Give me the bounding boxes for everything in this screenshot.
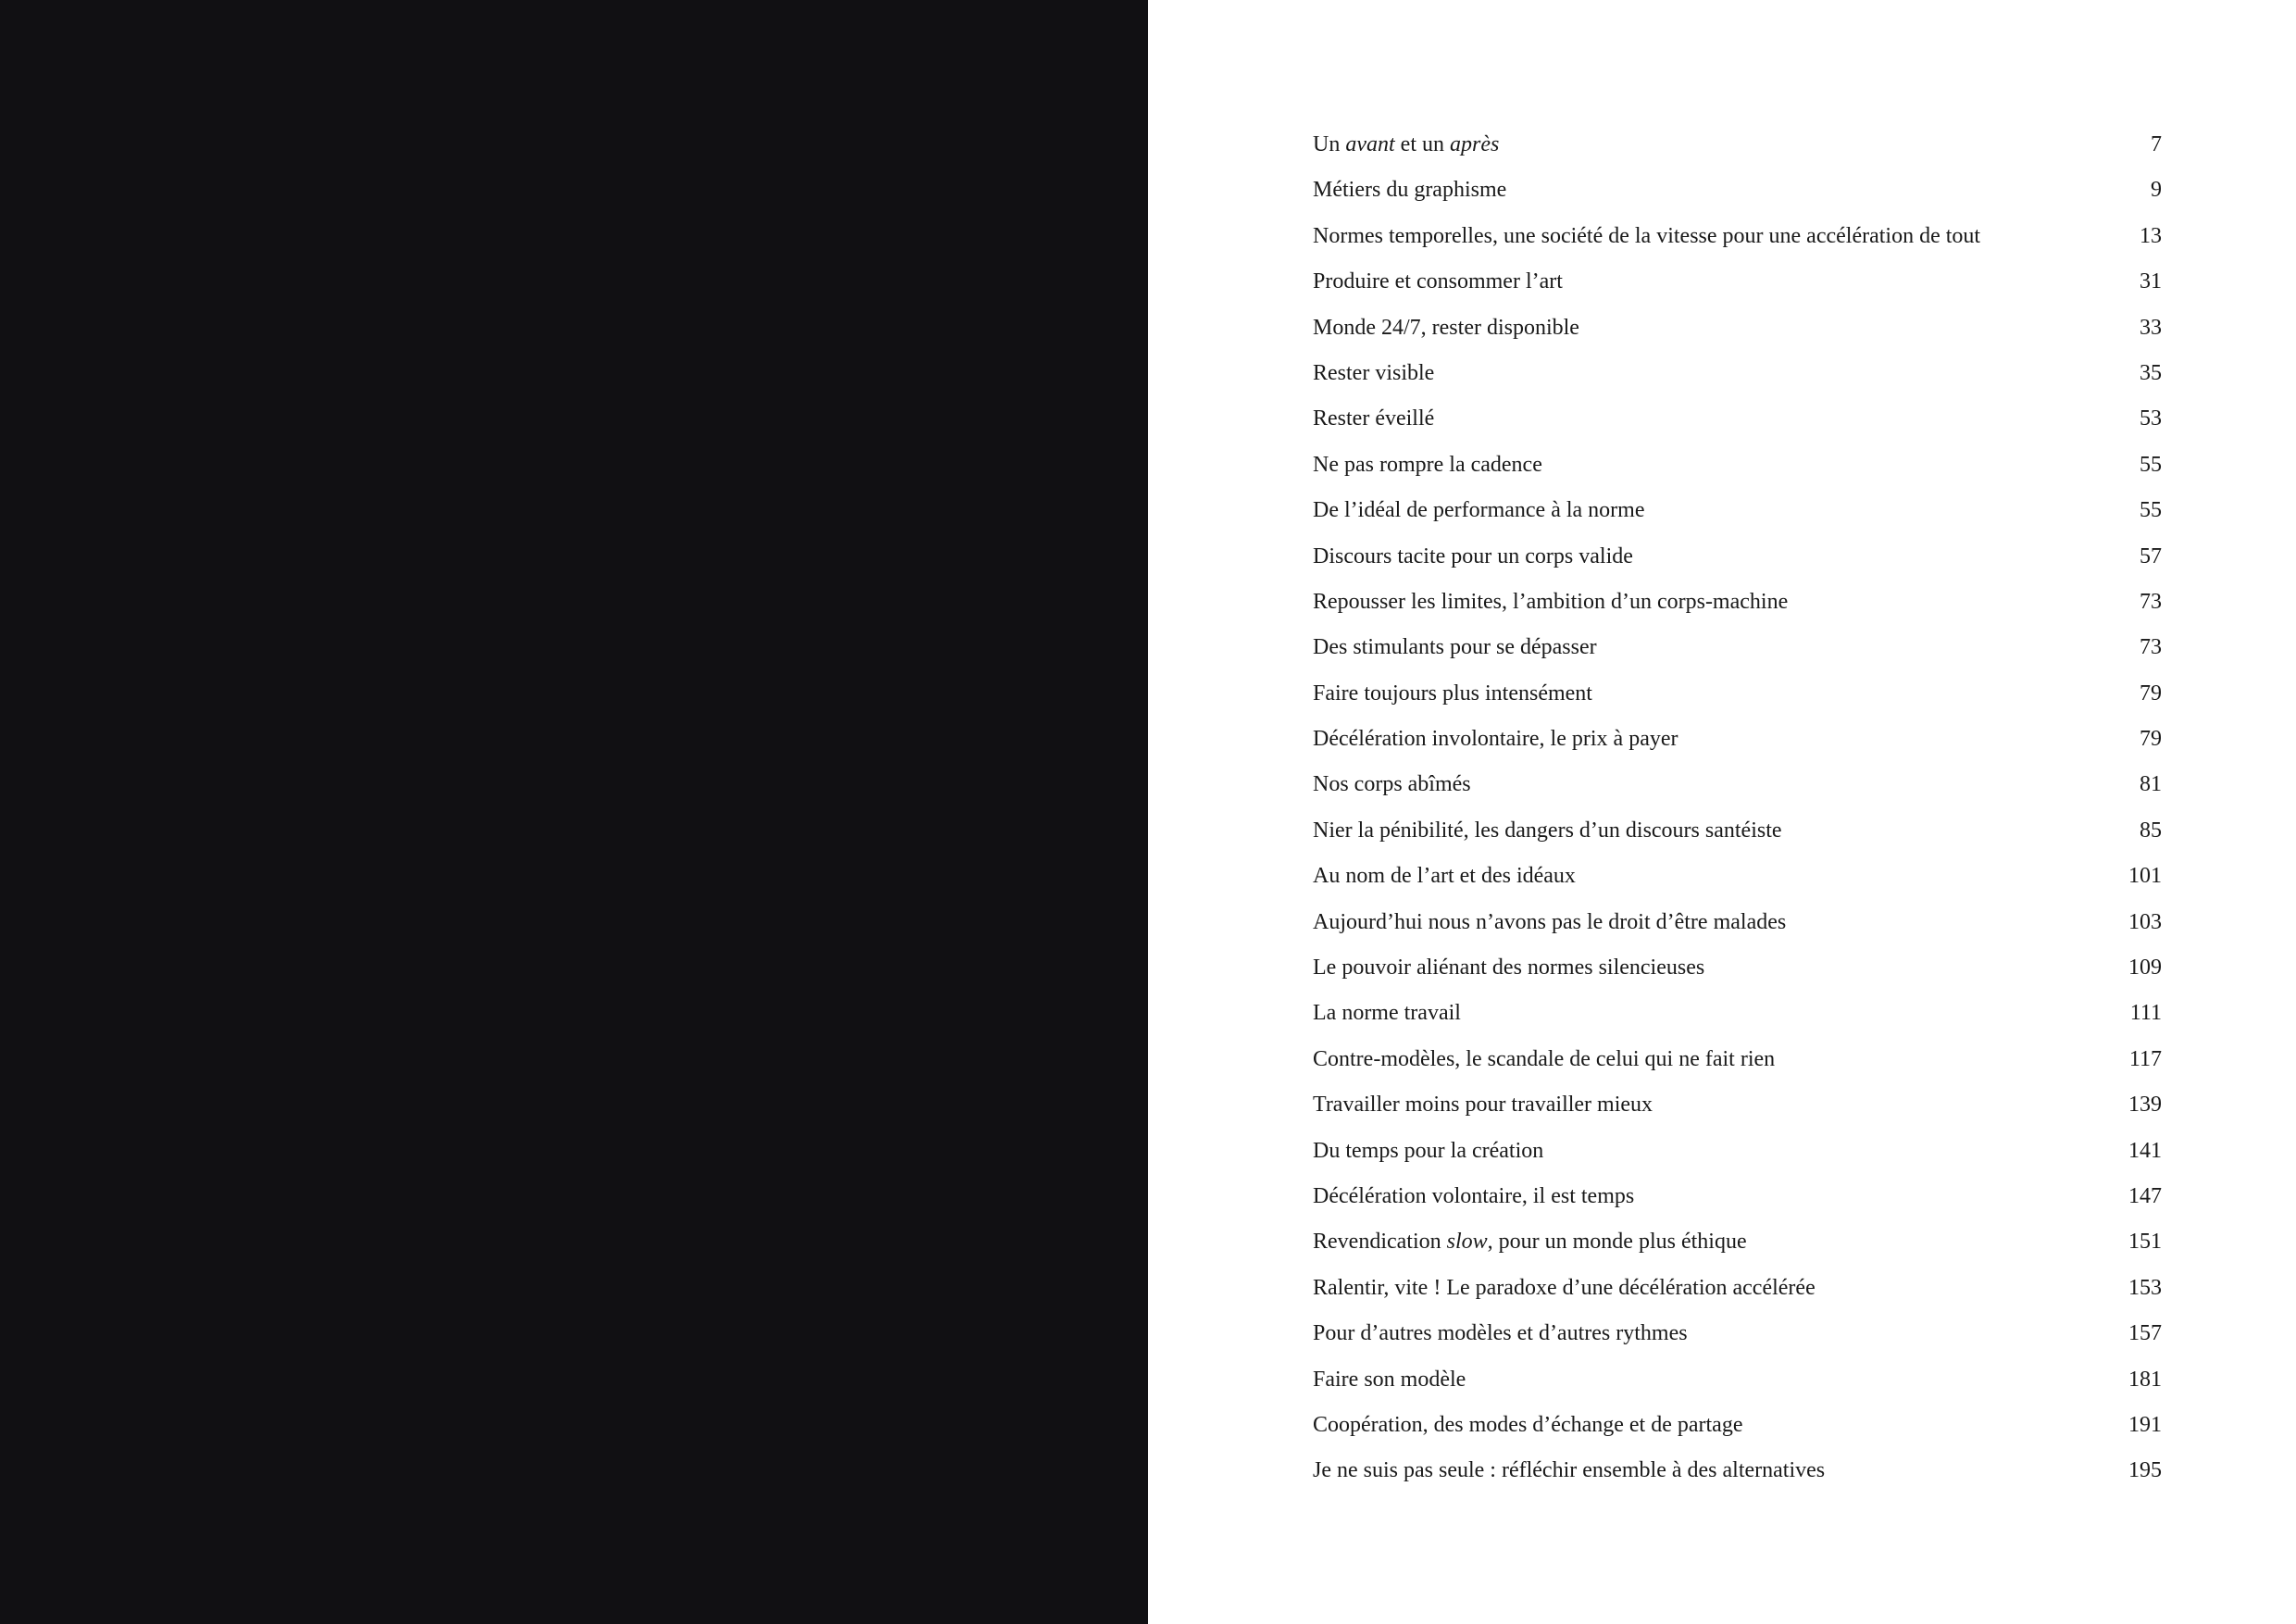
toc-entry-page-number: 111 [2129,1001,2162,1026]
toc-entry [1313,679,2162,724]
toc-entry [1313,769,2162,815]
toc-entry-title [1313,221,1980,251]
toc-entry-title [1313,1410,1742,1440]
toc-entry-page-number: 7 [2151,132,2162,156]
toc-title-segment: Un [1313,132,1346,156]
toc-entry [1313,724,2162,769]
toc-entry-page-number: 151 [2128,1230,2162,1255]
toc-entry [1313,861,2162,906]
toc-title-segment: Repousser les limites, l’ambition d’un corps-machine [1313,589,1789,614]
toc-entry [1313,1318,2162,1364]
toc-entry-page-number: 9 [2151,178,2162,203]
toc-entry-title [1313,1044,1775,1074]
toc-title-italic-segment: avant [1345,132,1395,156]
toc-entry-page-number: 55 [2140,498,2162,523]
toc-title-segment: Au nom de l’art et des idéaux [1313,864,1576,889]
toc-title-segment: Revendication [1313,1230,1447,1255]
toc-title-segment: La norme travail [1313,1001,1461,1026]
toc-entry-title [1313,267,1563,296]
toc-title-segment: Contre-modèles, le scandale de celui qui ne fait rien [1313,1046,1776,1071]
toc-entry-title [1313,587,1788,617]
toc-entry-page-number: 181 [2128,1367,2162,1392]
toc-title-segment: Coopération, des modes d’échange et de partage [1313,1412,1743,1437]
toc-entry [1313,450,2162,495]
toc-title-segment: Nier la pénibilité, les dangers d’un discours santéiste [1313,818,1782,843]
toc-entry-page-number: 53 [2140,406,2162,431]
toc-entry-page-number: 191 [2128,1412,2162,1437]
toc-entry-page-number: 153 [2128,1275,2162,1300]
toc-entry [1313,587,2162,632]
toc-entry [1313,1365,2162,1410]
toc-title-segment: Décélération volontaire, il est temps [1313,1183,1635,1208]
toc-entry-page-number: 157 [2128,1321,2162,1346]
toc-entry-page-number: 55 [2140,452,2162,477]
toc-title-segment: Pour d’autres modèles et d’autres rythmes [1313,1321,1688,1346]
toc-entry-page-number: 139 [2128,1093,2162,1118]
toc-title-segment: De l’idéal de performance à la norme [1313,498,1645,523]
toc-title-segment: Rester visible [1313,360,1435,385]
toc-entry-title [1313,907,1786,937]
toc-title-segment: Du temps pour la création [1313,1138,1544,1163]
toc-entry [1313,130,2162,175]
toc-title-segment: Faire toujours plus intensément [1313,681,1592,706]
toc-entry [1313,1181,2162,1227]
toc-entry [1313,358,2162,404]
toc-entry-title [1313,816,1782,845]
toc-entry-page-number: 79 [2140,681,2162,706]
toc-entry-title [1313,724,1678,754]
toc-entry-page-number: 73 [2140,635,2162,660]
toc-title-segment: Travailler moins pour travailler mieux [1313,1093,1653,1118]
toc-entry-title [1313,632,1597,662]
toc-title-segment: Nos corps abîmés [1313,772,1471,797]
toc-entry [1313,1455,2162,1501]
toc-entry-title [1313,1136,1543,1166]
toc-title-segment: Le pouvoir aliénant des normes silencieuses [1313,956,1705,981]
toc-entry-page-number: 85 [2140,818,2162,843]
toc-entry [1313,175,2162,220]
table-of-contents [1313,130,2162,1502]
toc-title-segment: Ne pas rompre la cadence [1313,452,1542,477]
toc-entry-page-number: 141 [2128,1138,2162,1163]
toc-entry [1313,998,2162,1043]
toc-entry-page-number: 147 [2128,1183,2162,1208]
toc-entry-title [1313,953,1704,982]
toc-title-segment: Monde 24/7, rester disponible [1313,315,1579,340]
toc-entry-page-number: 13 [2140,223,2162,248]
toc-entry-title [1313,130,1499,159]
toc-title-segment: , pour un monde plus éthique [1487,1230,1747,1255]
toc-entry [1313,313,2162,358]
toc-entry [1313,542,2162,587]
toc-entry-title [1313,998,1461,1028]
toc-entry-page-number: 103 [2128,909,2162,934]
toc-entry-title [1313,769,1471,799]
toc-title-segment: Ralentir, vite ! Le paradoxe d’une décélération accélérée [1313,1275,1816,1300]
toc-entry-page-number: 81 [2140,772,2162,797]
toc-title-segment: Faire son modèle [1313,1367,1466,1392]
toc-title-italic-segment: après [1450,132,1500,156]
toc-entry-title [1313,1090,1653,1119]
toc-entry-page-number: 31 [2140,269,2162,294]
toc-title-segment: Décélération involontaire, le prix à payer [1313,727,1678,752]
toc-entry-title [1313,1455,1825,1485]
toc-entry [1313,267,2162,312]
toc-title-segment: Discours tacite pour un corps valide [1313,543,1633,568]
toc-entry-title [1313,404,1434,433]
toc-entry [1313,1410,2162,1455]
toc-entry [1313,1227,2162,1272]
toc-entry-title [1313,1318,1688,1348]
toc-entry [1313,1044,2162,1090]
toc-title-segment: Des stimulants pour se dépasser [1313,635,1597,660]
toc-entry-page-number: 79 [2140,727,2162,752]
toc-entry [1313,816,2162,861]
toc-entry-page-number: 109 [2128,956,2162,981]
toc-entry-title [1313,1273,1816,1303]
toc-entry [1313,1090,2162,1135]
toc-entry-title [1313,495,1644,525]
toc-entry [1313,907,2162,953]
toc-entry-title [1313,542,1633,571]
toc-entry-title [1313,358,1434,388]
toc-entry-title [1313,175,1506,205]
toc-entry-page-number: 73 [2140,589,2162,614]
toc-entry-title [1313,313,1579,343]
toc-title-segment: et un [1394,132,1450,156]
toc-entry [1313,404,2162,449]
toc-entry-page-number: 35 [2140,360,2162,385]
toc-title-segment: Je ne suis pas seule : réfléchir ensemble à des alternatives [1313,1458,1826,1483]
toc-entry-page-number: 57 [2140,543,2162,568]
toc-entry-page-number: 117 [2128,1046,2162,1071]
toc-entry-page-number: 33 [2140,315,2162,340]
toc-entry-title [1313,1181,1634,1211]
toc-entry-title [1313,450,1542,480]
toc-entry [1313,1273,2162,1318]
toc-entry-title [1313,861,1576,891]
toc-entry-page-number: 195 [2128,1458,2162,1483]
toc-entry [1313,495,2162,541]
toc-title-segment: Métiers du graphisme [1313,178,1507,203]
toc-title-segment: Normes temporelles, une société de la vitesse pour une accélération de tout [1313,223,1981,248]
toc-entry-page-number: 101 [2128,864,2162,889]
toc-entry [1313,953,2162,998]
toc-entry [1313,632,2162,678]
toc-title-segment: Aujourd’hui nous n’avons pas le droit d’être malades [1313,909,1787,934]
toc-entry [1313,1136,2162,1181]
toc-entry-title [1313,1365,1466,1394]
toc-entry [1313,221,2162,267]
toc-entry-title [1313,679,1592,708]
toc-title-italic-segment: slow [1446,1230,1488,1255]
toc-title-segment: Produire et consommer l’art [1313,269,1563,294]
toc-title-segment: Rester éveillé [1313,406,1435,431]
toc-entry-title [1313,1227,1747,1256]
